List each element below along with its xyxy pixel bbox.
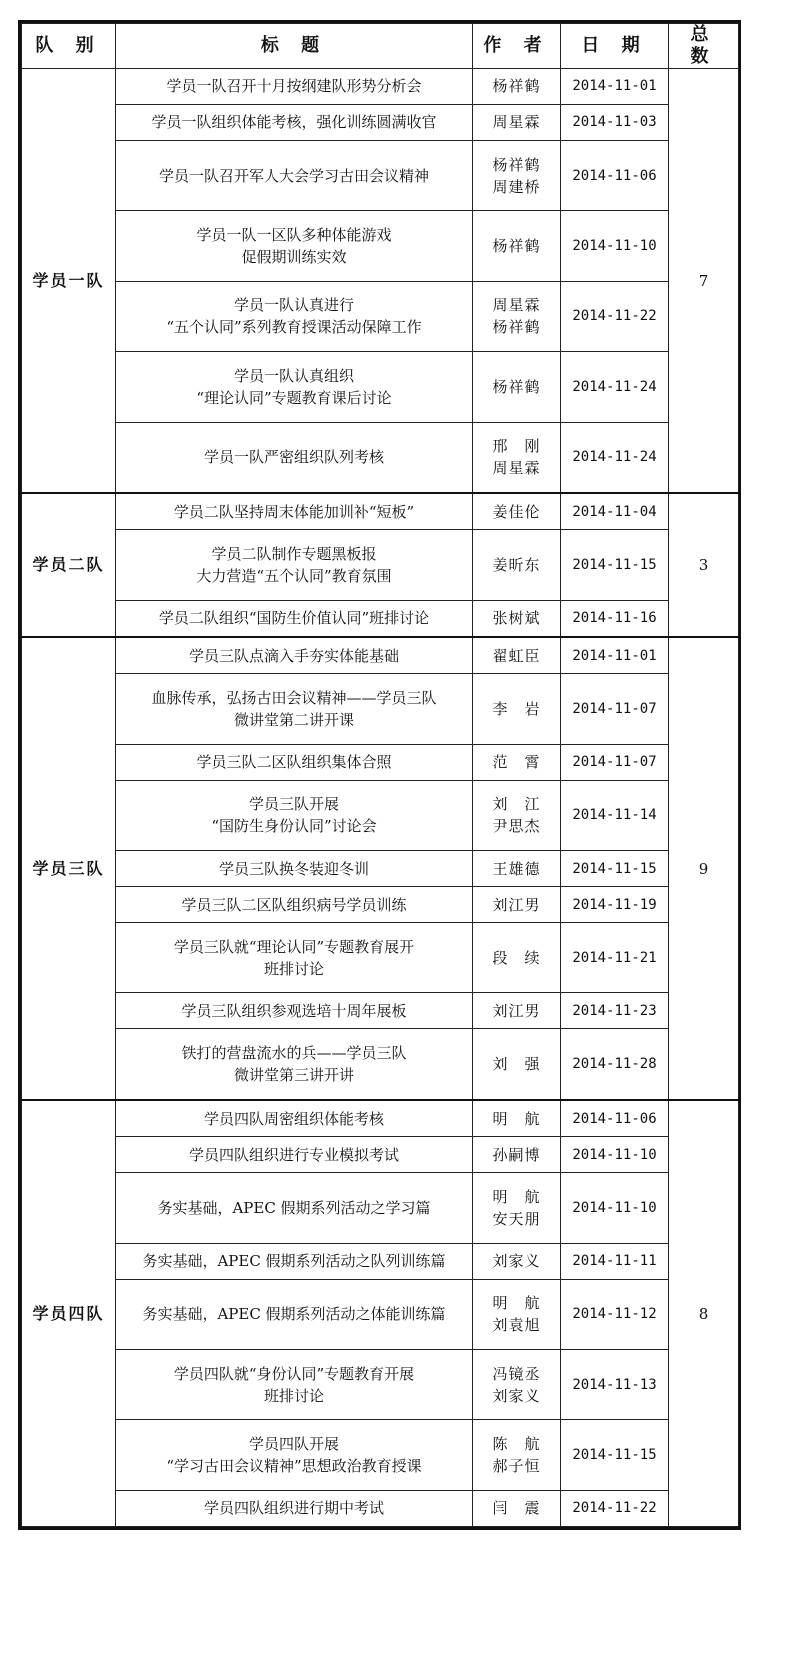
title-line: 微讲堂第二讲开课 [233,711,354,729]
title-cell [116,1420,473,1490]
title-line: 学员三队换冬装迎冬训 [218,859,369,878]
author-cell [473,600,561,637]
title-line: “理论认同”专题教育课后讨论 [196,388,392,407]
table-row [22,1173,739,1243]
author-name: 刘家义 [492,1252,541,1271]
team-cell: 学员四队 [22,1100,116,1526]
table-row [22,674,739,744]
author-cell [473,851,561,887]
author-name: 尹思杰 [492,817,541,836]
title-line: 学员三队点滴入手夯实体能基础 [188,646,399,665]
title-cell [116,637,473,674]
title-cell [116,493,473,530]
title-line: 务实基础，APEC 假期系列活动之体能训练篇 [142,1305,446,1324]
table-row [22,352,739,422]
date-cell: 2014-11-06 [561,1100,669,1137]
title-cell [116,352,473,422]
date-cell: 2014-11-10 [561,211,669,281]
author-name: 王雄德 [492,859,541,878]
table-row [22,887,739,923]
date-cell: 2014-11-19 [561,887,669,923]
title-line: 学员四队组织进行专业模拟考试 [188,1145,399,1164]
article-table [21,23,739,1527]
author-cell [473,352,561,422]
author-name: 姜昕东 [492,556,541,575]
title-line: 学员二队制作专题黑板报 [211,545,377,564]
title-line: 学员四队周密组织体能考核 [203,1109,384,1128]
date-cell: 2014-11-24 [561,422,669,493]
title-line: 学员三队二区队组织集体合照 [196,753,392,772]
author-cell [473,780,561,850]
total-cell: 7 [669,69,739,494]
title-cell [116,1243,473,1279]
author-name: 刘 强 [492,1055,541,1074]
date-cell: 2014-11-10 [561,1137,669,1173]
table-row [22,69,739,105]
table-row [22,637,739,674]
date-cell: 2014-11-10 [561,1173,669,1243]
table-row [22,923,739,993]
title-line: 大力营造“五个认同”教育氛围 [196,567,392,586]
author-cell [473,923,561,993]
title-cell [116,104,473,140]
title-line: “学习古田会议精神”思想政治教育授课 [166,1457,422,1476]
author-name: 孙嗣博 [492,1145,541,1164]
table-row [22,1350,739,1420]
date-cell: 2014-11-22 [561,281,669,351]
header-title: 标 题 [116,24,473,69]
title-cell [116,1100,473,1137]
table-row [22,211,739,281]
author-cell [473,1137,561,1173]
author-cell [473,422,561,493]
author-cell [473,493,561,530]
title-line: 学员一队一区队多种体能游戏 [196,226,392,245]
table-row [22,1137,739,1173]
author-cell [473,211,561,281]
title-line: 学员二队坚持周末体能加训补“短板” [173,502,415,521]
title-line: 学员三队组织参观选培十周年展板 [181,1001,407,1020]
title-cell [116,674,473,744]
date-cell: 2014-11-06 [561,140,669,210]
total-cell: 8 [669,1100,739,1526]
author-cell [473,104,561,140]
title-cell [116,1029,473,1100]
author-cell [473,993,561,1029]
title-cell [116,422,473,493]
date-cell: 2014-11-07 [561,674,669,744]
date-cell: 2014-11-13 [561,1350,669,1420]
title-cell [116,1350,473,1420]
title-line: 学员三队二区队组织病号学员训练 [181,895,407,914]
title-cell [116,530,473,600]
title-line: 学员二队组织“国防生价值认同”班排讨论 [158,609,430,628]
title-line: 学员四队就“身份认同”专题教育开展 [173,1364,415,1383]
table-row [22,493,739,530]
table-row [22,993,739,1029]
title-cell [116,281,473,351]
author-name: 闫 震 [492,1499,541,1518]
title-cell [116,211,473,281]
title-cell [116,887,473,923]
author-name: 李 岩 [492,700,541,718]
title-line: 学员一队召开十月按纲建队形势分析会 [166,77,422,96]
date-cell: 2014-11-15 [561,851,669,887]
title-line: 班排讨论 [263,1386,324,1405]
title-line: 学员三队就“理论认同”专题教育展开 [173,937,415,956]
date-cell: 2014-11-24 [561,352,669,422]
author-name: 安天朋 [492,1209,541,1228]
title-line: 班排讨论 [263,959,324,978]
title-cell [116,140,473,210]
author-name: 刘江男 [492,1001,541,1020]
title-cell [116,1137,473,1173]
title-line: 学员一队严密组织队列考核 [203,448,384,467]
date-cell: 2014-11-16 [561,600,669,637]
author-name: 周建桥 [492,177,541,196]
title-cell [116,1279,473,1349]
date-cell: 2014-11-07 [561,744,669,780]
title-line: 血脉传承，弘扬古田会议精神——学员三队 [151,689,437,707]
author-name: 明 航 [492,1294,541,1313]
author-cell [473,1243,561,1279]
date-cell: 2014-11-22 [561,1490,669,1526]
author-cell [473,1350,561,1420]
author-cell [473,1173,561,1243]
author-name: 冯镜丞 [492,1364,541,1383]
author-cell [473,1420,561,1490]
title-line: 务实基础，APEC 假期系列活动之队列训练篇 [142,1252,446,1271]
team-cell: 学员二队 [22,493,116,637]
author-name: 杨祥鹤 [492,377,541,396]
date-cell: 2014-11-21 [561,923,669,993]
author-name: 范 霄 [492,753,541,772]
title-line: 微讲堂第三讲开讲 [233,1066,354,1085]
author-name: 杨祥鹤 [492,77,541,96]
date-cell: 2014-11-15 [561,530,669,600]
table-row [22,780,739,850]
team-cell: 学员三队 [22,637,116,1100]
author-name: 周星霖 [492,459,541,478]
date-cell: 2014-11-15 [561,1420,669,1490]
author-cell [473,1100,561,1137]
total-cell: 3 [669,493,739,637]
date-cell: 2014-11-01 [561,69,669,105]
title-line: 学员四队开展 [248,1435,339,1454]
title-line: 铁打的营盘流水的兵——学员三队 [181,1044,407,1063]
author-name: 刘家义 [492,1386,541,1405]
date-cell: 2014-11-23 [561,993,669,1029]
header-total: 总 数 [669,24,739,69]
author-name: 陈 航 [492,1435,541,1454]
author-name: 刘江男 [492,895,541,914]
title-cell [116,69,473,105]
table-row [22,851,739,887]
table-row [22,1243,739,1279]
date-cell: 2014-11-01 [561,637,669,674]
table-row [22,744,739,780]
author-cell [473,1490,561,1526]
report-table [18,20,741,1530]
author-cell [473,69,561,105]
author-name: 姜佳伦 [492,502,541,521]
header-author: 作 者 [473,24,561,69]
team-cell: 学员一队 [22,69,116,494]
author-name: 杨祥鹤 [492,318,541,337]
date-cell: 2014-11-28 [561,1029,669,1100]
title-line: “国防生身份认同”讨论会 [211,817,377,836]
header-date: 日 期 [561,24,669,69]
author-name: 周星霖 [492,296,541,315]
author-cell [473,1279,561,1349]
table-row [22,1490,739,1526]
table-row [22,530,739,600]
author-name: 郝子恒 [492,1457,541,1476]
author-cell [473,637,561,674]
title-cell [116,1490,473,1526]
table-row [22,1420,739,1490]
title-cell [116,780,473,850]
author-name: 刘袁旭 [492,1316,541,1335]
author-name: 杨祥鹤 [492,237,541,256]
title-line: 促假期训练实效 [241,248,347,267]
title-line: 学员一队召开军人大会学习古田会议精神 [158,166,429,185]
author-name: 周星霖 [492,113,541,132]
author-cell [473,530,561,600]
author-name: 杨祥鹤 [492,155,541,174]
author-cell [473,887,561,923]
title-cell [116,1173,473,1243]
total-cell: 9 [669,637,739,1100]
date-cell: 2014-11-11 [561,1243,669,1279]
title-line: 学员四队组织进行期中考试 [203,1499,384,1518]
title-cell [116,744,473,780]
author-name: 明 航 [492,1109,541,1128]
table-row [22,140,739,210]
table-row [22,600,739,637]
table-row [22,422,739,493]
table-row [22,104,739,140]
author-name: 翟虹臣 [492,646,541,665]
date-cell: 2014-11-03 [561,104,669,140]
title-line: 务实基础，APEC 假期系列活动之学习篇 [157,1198,431,1217]
date-cell: 2014-11-12 [561,1279,669,1349]
table-row [22,1100,739,1137]
table-body [22,69,739,1527]
title-line: 学员一队认真进行 [233,296,354,315]
author-name: 明 航 [492,1187,541,1206]
title-line: “五个认同”系列教育授课活动保障工作 [166,318,422,337]
title-line: 学员一队组织体能考核，强化训练圆满收官 [151,113,437,132]
table-row [22,1279,739,1349]
date-cell: 2014-11-14 [561,780,669,850]
table-row [22,281,739,351]
date-cell: 2014-11-04 [561,493,669,530]
author-name: 段 续 [492,948,541,967]
title-cell [116,600,473,637]
author-name: 刘 江 [492,795,541,814]
header-row [22,24,739,69]
title-cell [116,851,473,887]
author-name: 邢 刚 [492,437,541,456]
title-line: 学员三队开展 [248,795,339,814]
table-row [22,1029,739,1100]
header-team: 队 别 [22,24,116,69]
author-cell [473,281,561,351]
author-cell [473,1029,561,1100]
title-cell [116,993,473,1029]
title-cell [116,923,473,993]
author-cell [473,674,561,744]
author-cell [473,744,561,780]
title-line: 学员一队认真组织 [233,366,354,385]
author-name: 张树斌 [492,609,541,628]
author-cell [473,140,561,210]
